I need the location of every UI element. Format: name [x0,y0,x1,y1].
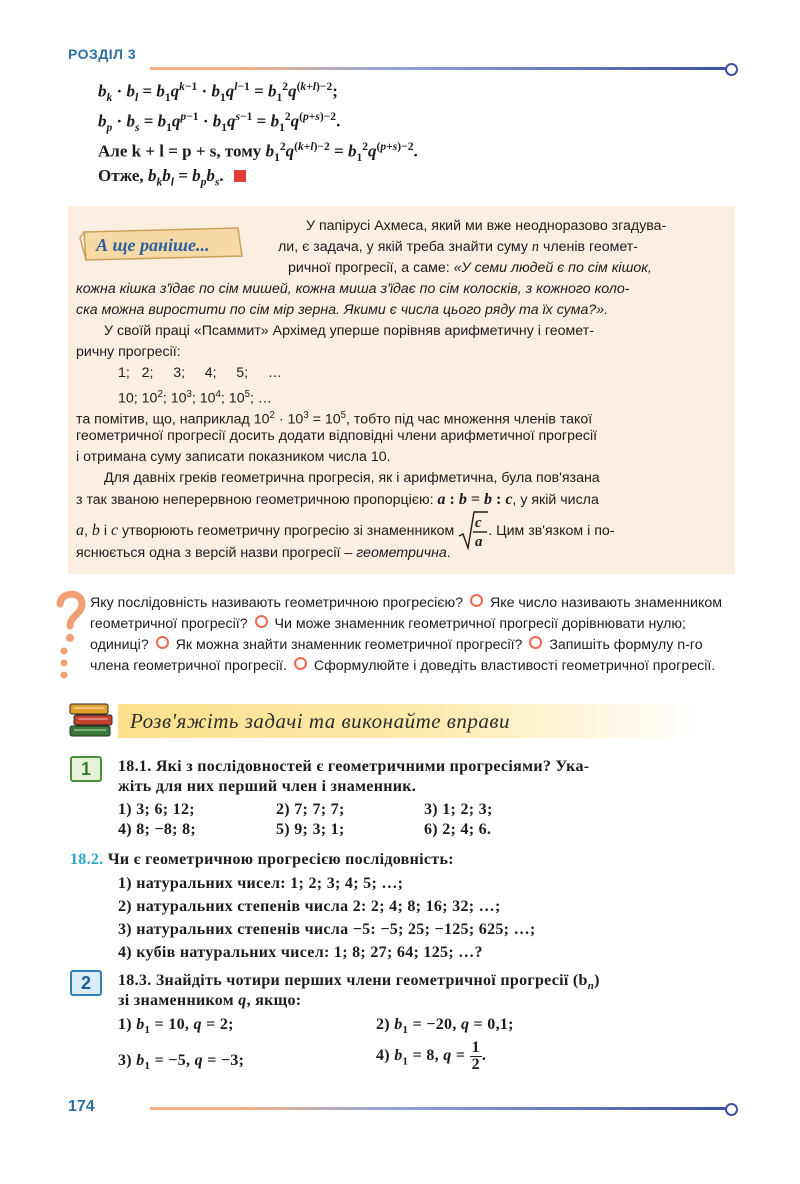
header-rule-end [725,63,738,76]
exercise-18-2-text: Чи є геометричною прогресією послідовність: [107,851,454,868]
history-p1-l1: У папірусі Ахмеса, який ми вже неодноразово згадува- [306,218,667,234]
history-p4-l1: Для давніх греків геометрична прогресія, як і арифметична, була пов'язана [104,470,600,486]
tasks-banner-label: Розв'яжіть задачі та виконайте вправи [130,709,511,733]
level-1-badge: 1 [70,756,102,782]
level-2-badge: 2 [70,970,102,996]
exercise-18-1-item-6: 6) 2; 4; 6. [424,821,492,838]
ring-bullet-icon [529,636,542,649]
exercise-18-2-line-1 [70,851,454,869]
history-p3-l1b: тобто під час множення членів такої [353,411,593,428]
exercise-18-1-item-1: 1) 3; 6; 12; [118,801,195,818]
history-p1-l2a: ли, є задача, у якій треба знайти суму [278,239,528,255]
history-badge-label: А ще раніше... [96,235,210,255]
history-p3-l1a: та помітив, що, наприклад 10 [76,411,270,428]
history-p4-l3: a, b і c утворюють геометричну прогресію зі знаменником c a . Цим зв'язком і по- [76,510,615,552]
exercise-18-2-item-2: 2) натуральних степенів числа 2: 2; 4; 8; 16; 32; …; [118,898,501,915]
history-p1-l4-text: кожна кішка з'їдає по сім мишей, кожна миша з'їдає по сім колосків, з кожного коло- [76,281,630,297]
history-seq-2: 10; $10^2$; $10^3$; $10^4$; $10^5$; … [118,389,273,407]
history-p1-l3 [288,258,652,279]
exercise-18-1-item-2: 2) 7; 7; 7; [276,801,345,818]
history-seq-2-start: 10; 10 [118,390,158,407]
history-p2-l2: ричну прогресії: [76,344,181,360]
history-p1-l2b: членів геомет- [542,239,639,255]
question-2: Яке число називають знаменником геометричної прогресії? [90,595,722,632]
footer-rule-end [725,1103,738,1116]
books-icon [66,696,116,742]
header-rule [150,67,728,70]
sqrt-c-over-a [458,510,488,552]
proof-line-4: Отже, $b_kb_l = b_pb_s$. [98,166,246,188]
proof-line-2: $b_p \cdot b_s = b_1q^{p-1} \cdot b_1q^{s-1} = b_1^2q^{(p+s)-2}$. [98,110,341,135]
questions-block [90,593,738,677]
exercise-18-3-item-2: 2) $b_1 = -20$, q = 0,1; [376,1016,514,1037]
proof-line-3: Але k + l = p + s, тому $b_1^2q^{(k+l)-2} = b_1^2q^{(p+s)-2}$. [98,140,418,165]
exercise-18-2-item-1: 1) натуральних чисел: 1; 2; 3; 4; 5; …; [118,875,404,892]
exercise-18-3-line-2: зі знаменником q, якщо: [118,992,302,1009]
exercise-18-3-text-1: Знайдіть чотири перших члени геометричної прогресії (b [155,972,588,989]
svg-text:a: a [475,534,483,550]
history-p4-l2: з так званою неперервною геометричною пропорцією: a : b = b : c, у якій числа [76,491,599,508]
history-p1-l4 [76,279,629,300]
end-of-proof-icon [234,170,246,182]
fraction-one-half: $\frac{1}{2}$ [471,1039,480,1073]
exercise-18-3-item-3: 3) $b_1 = -5$, q = −3; [118,1052,245,1073]
exercise-18-3-text-2a: зі знаменником [118,992,234,1009]
proof-line-3-text: Але k + l = p + s, тому [98,141,262,161]
question-5: Запишіть формулу n-го члена геометричної прогресії. [90,637,703,674]
exercise-18-1-line-1 [118,758,589,776]
history-seq-1: 1; 2; 3; 4; 5; … [118,365,283,381]
history-p3-l2: геометричної прогресії досить додати відповідні члени арифметичної прогресії [76,428,598,444]
exercise-18-3-number: 18.3. [118,972,152,989]
history-p4-l2b: у якій числа [520,492,599,508]
history-p4-l4: яснюється одна з версій назви прогресії – геометрична. [76,545,451,561]
ring-bullet-icon [255,615,268,628]
history-p1-l3b: «У семи людей є по сім кішок, [453,260,652,276]
question-mark-icon [52,588,88,684]
history-p2-l1: У своїй праці «Псаммит» Архімед уперше порівняв арифметичну і геомет- [104,323,594,339]
exercise-18-1-item-5: 5) 9; 3; 1; [276,821,345,838]
section-label: РОЗДІЛ 3 [68,46,137,62]
question-4: Як можна знайти знаменник геометричної прогресії? [175,637,523,653]
history-p4-l3b: . Цим зв'язком і по- [488,522,615,539]
exercise-18-1-text-1: Які з послідовностей є геометричними прогресіями? Ука- [155,758,590,775]
sqrt-icon [458,510,488,552]
history-p4-l2a: з так званою неперервною геометричною пропорцією: [76,492,434,508]
question-6: Сформулюйте і доведіть властивості геометричної прогресії. [313,658,716,674]
question-3: Чи може знаменник геометричної прогресії дорівнювати нулю; одиниці? [90,616,686,653]
history-p1-l5-text: ска можна виростити по сім мір зерна. Якими є числа цього ряду та їх сума?». [76,302,609,318]
exercise-18-1-number: 18.1. [118,758,152,775]
exercise-18-2-number: 18.2. [70,851,104,868]
exercise-18-3-item-4: 4) $b_1 = 8$, q = $\frac{1}{2}$ . [376,1039,487,1073]
exercise-18-2-item-4: 4) кубів натуральних чисел: 1; 8; 27; 64; 125; …? [118,944,483,961]
footer-rule [150,1107,728,1110]
page-number: 174 [68,1098,95,1115]
history-p3-l3: і отримана суму записати показником числа 10. [76,449,391,465]
history-p1-l5 [76,300,608,321]
exercise-18-3-text-2b: , якщо: [246,992,302,1009]
exercise-18-1-item-4: 4) 8; −8; 8; [118,821,197,838]
history-p4-l4a: яснюється одна з версій назви прогресії – [76,545,353,561]
exercise-18-1-line-2: жіть для них перший член і знаменник. [118,778,417,795]
proof-line-1: $b_k \cdot b_l = b_1q^{k-1} \cdot b_1q^{l-1} = b_1^2q^{(k+l)-2}$; [98,80,338,105]
exercise-18-3-line-1: 18.3. Знайдіть чотири перших члени геометричної прогресії $(b_n)$ [118,972,600,993]
history-p4-l4b: геометрична [356,545,447,561]
exercise-18-1-item-3: 3) 1; 2; 3; [424,801,493,818]
history-p1-l2: ли, є задача, у якій треба знайти суму n членів геомет- [278,239,639,255]
ring-bullet-icon [294,657,307,670]
ring-bullet-icon [470,594,483,607]
history-p1-l3a: ричної прогресії, а саме: [288,260,450,276]
question-1: Яку послідовність називають геометричною прогресією? [90,595,464,611]
history-badge [78,226,246,262]
exercise-18-2-item-3: 3) натуральних степенів числа −5: −5; 25; −125; 625; …; [118,921,536,938]
tasks-banner [118,704,698,738]
history-p3-l1: та помітив, що, наприклад $10^2 \cdot 10^3 = 10^5$, тобто під час множення членів такої [76,410,593,428]
svg-text:c: c [475,515,482,531]
history-p4-l3a: утворюють геометричну прогресію зі знаменником [122,522,455,539]
proof-line-4-text: Отже, [98,166,144,185]
ring-bullet-icon [156,636,169,649]
exercise-18-3-item-1: 1) $b_1 = 10$, q = 2; [118,1016,234,1037]
